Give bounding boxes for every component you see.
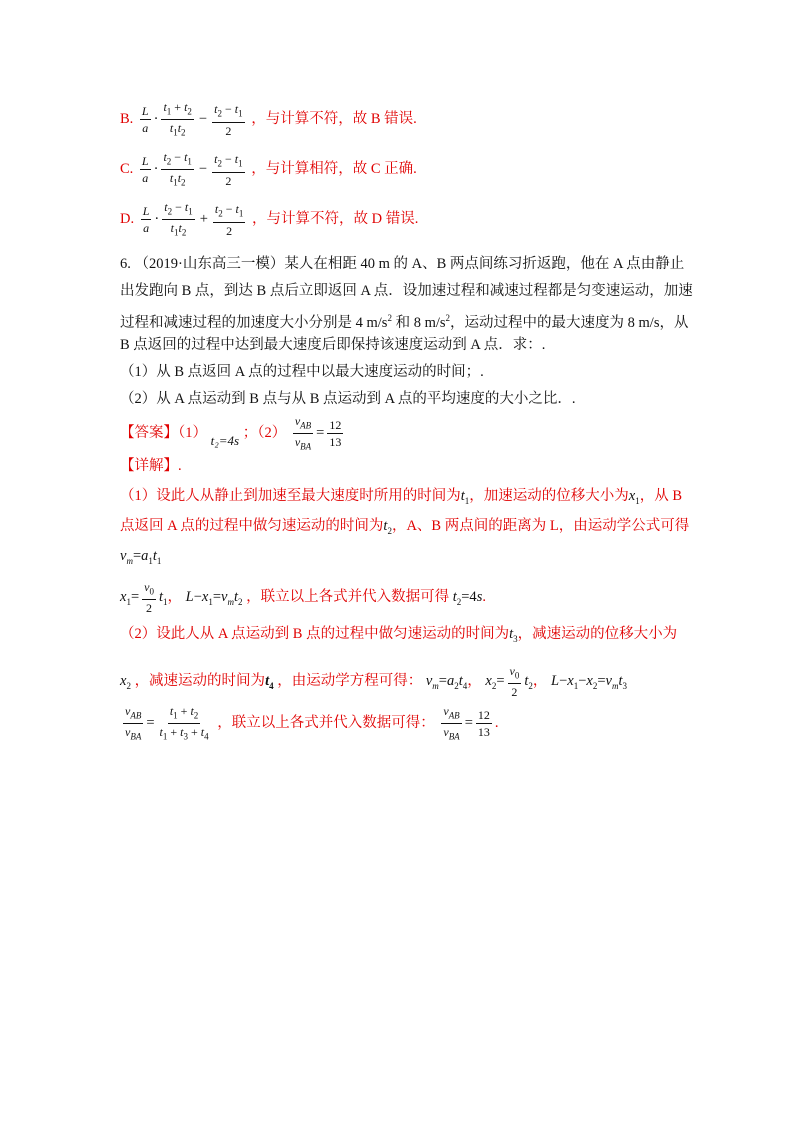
question-sub-2: （2）从 A 点运动到 B 点与从 B 点运动到 A 点的平均速度的大小之比．. xyxy=(120,391,576,407)
question-number: 6. xyxy=(120,256,131,272)
equation-vm: $v_m=a_1t_1$ xyxy=(120,548,162,566)
detail-paragraph-1-line-2: 点返回 A 点的过程中做匀速运动的时间为$t_2$，A、B 两点间的距离为 L，由运动学公式可得 xyxy=(120,518,690,536)
option-b-comment: ，与计算不符，故 B 错误. xyxy=(251,111,417,128)
detail-paragraph-1-line-1: （1）设此人从静止到加速至最大速度时所用的时间为$t_1$，加速运动的位移大小为$x_1$，从 B xyxy=(120,488,683,506)
question-line-3: 过程和减速过程的加速度大小分别是 4 $m/s^2$ 和 8 $m/s^2$，运动过程中的最大速度为 8 m/s，从 xyxy=(120,313,689,331)
answer-part-2: $v_{AB}$ $v_{BA}$ = $\frac{12}{13}$ xyxy=(294,414,342,452)
question-line-1: 6. （2019·山东高三一模）某人在相距 40 m 的 A、B 两点间练习折返跑，他在 A 点由静止 xyxy=(120,256,685,272)
question-6 xyxy=(120,254,693,416)
option-b-label: B. xyxy=(120,111,134,128)
option-c xyxy=(120,150,417,190)
option-c-comment: ，与计算相符，故 C 正确. xyxy=(251,161,417,178)
question-line-4: B 点返回的过程中达到最大速度后即保持该速度运动到 A 点．求：. xyxy=(120,337,546,353)
detail-paragraph-2-line-1: （2）设此人从 A 点运动到 B 点的过程中做匀速运动的时间为$t_3$，减速运动的位移大小为 xyxy=(120,626,678,644)
answer-part-1: t₂=4s xyxy=(210,433,240,449)
option-c-expression: $\frac{L}{a}$ · $\frac{t_2 - t_1}{t_1t_2}$ − $\frac{t_2 - t_1}{2}$ xyxy=(141,150,243,188)
option-d-expression: $\frac{L}{a}$ · $\frac{t_2 - t_1}{t_1t_2}$ + $\frac{t_2 - t_1}{2}$ xyxy=(142,200,244,238)
answer-line: 【答案】（1） t₂=4s ；（2） $v_{AB}$ $v_{BA}$ = $\frac{12}{13}$ xyxy=(120,414,346,454)
detail-paragraph-1-line-4: $x_1=$ $\frac{v_0}{2}$ $t_1$， $L-x_1=v_mt_2$ ，联立以上各式并代入数据可得 $t_2=4s$. xyxy=(120,580,486,616)
option-b-expression: $\frac{L}{a}$ · $\frac{t_1 + t_2}{t_1t_2}$ − $\frac{t_2 - t_1}{2}$ xyxy=(141,100,243,138)
option-b xyxy=(120,100,417,140)
detail-label: 【详解】. xyxy=(120,458,182,474)
option-d-label: D. xyxy=(120,211,135,228)
option-d xyxy=(120,200,418,240)
question-line-2: 出发跑向 B 点，到达 B 点后立即返回 A 点．设加速过程和减速过程都是匀变速运动，加速 xyxy=(120,283,693,299)
detail-paragraph-2-line-3: $v_{AB}$ $v_{BA}$ = $\frac{t_1 + t_2}{t_1 + t_3 + t_4}$ ，联立以上各式并代入数据可得： $v_{AB}$ $v_{BA}$ = $\frac{12}{13}$ . xyxy=(125,704,499,742)
option-c-label: C. xyxy=(120,161,134,178)
option-d-comment: ，与计算不符，故 D 错误. xyxy=(252,211,419,228)
detail-paragraph-2-line-2: $x_2$ ，减速运动的时间为$t_4$ ，由运动学方程可得： $v_m=a_2t_4$， $x_2=$ $\frac{v_0}{2}$ $t_2$， $L-x_1-x_2=v_mt_3$ xyxy=(120,664,627,700)
answer-label: 【答案】（1） xyxy=(120,425,207,442)
question-sub-1: （1）从 B 点返回 A 点的过程中以最大速度运动的时间；. xyxy=(120,364,484,380)
